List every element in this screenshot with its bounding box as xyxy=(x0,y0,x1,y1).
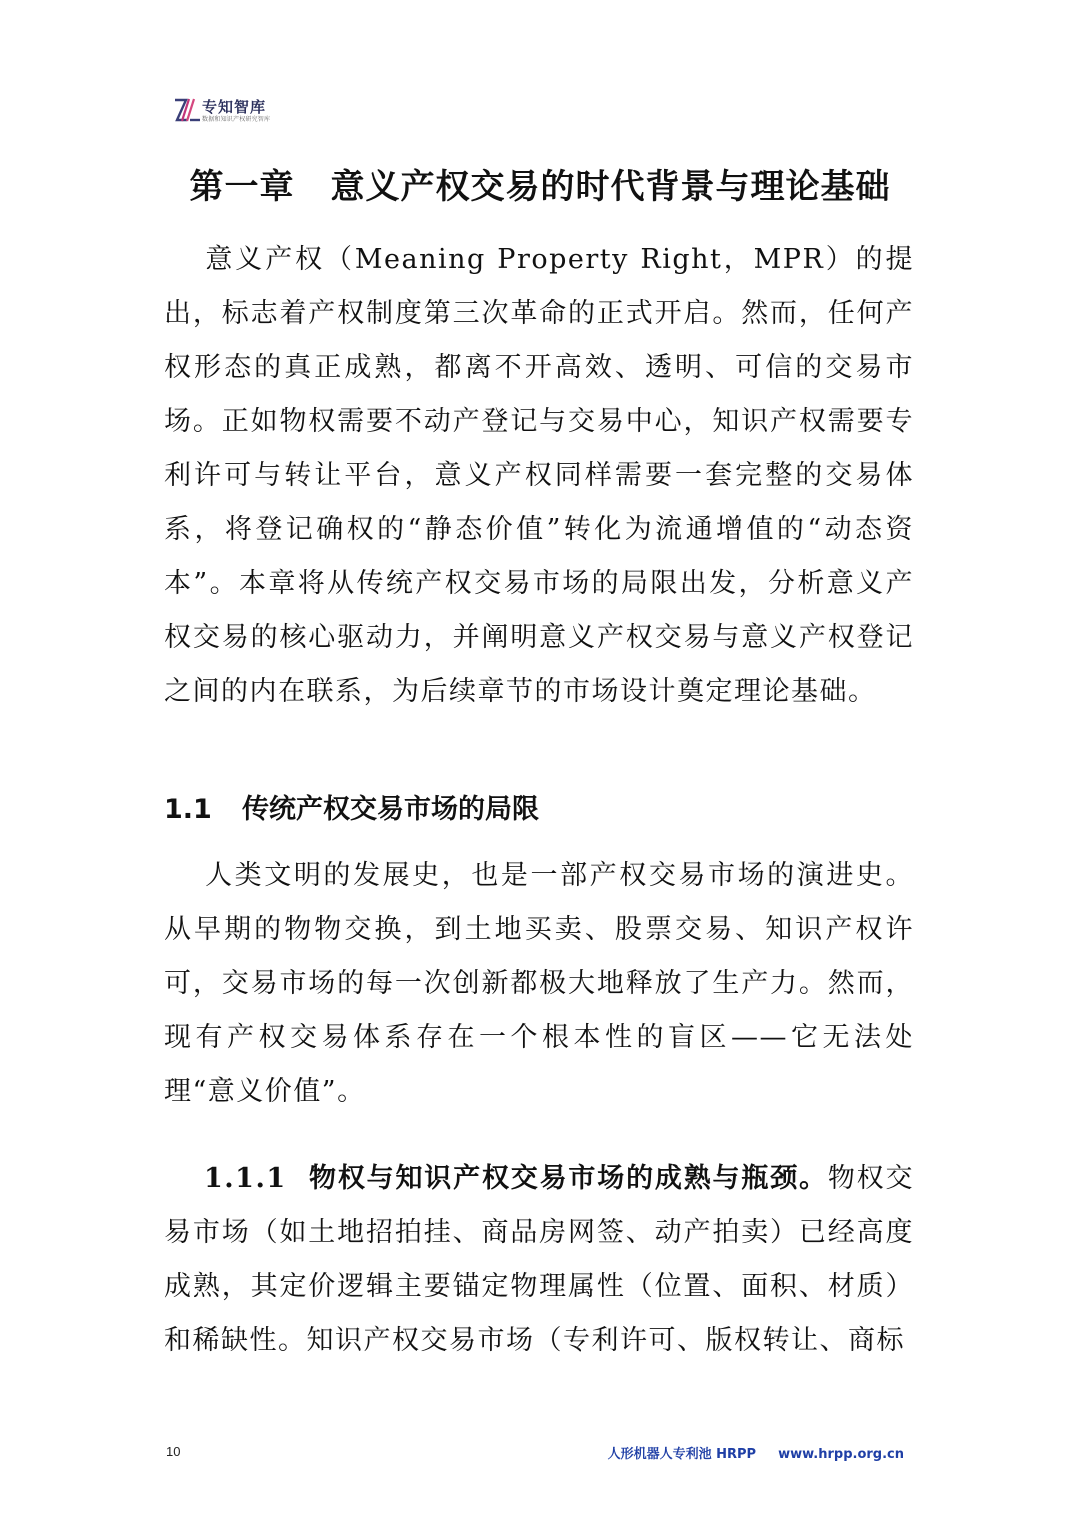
zl-logo-icon xyxy=(172,95,202,125)
subsection-heading xyxy=(204,1163,828,1194)
logo-name: 专知智库 xyxy=(202,98,267,116)
subsection-paragraph xyxy=(164,1152,914,1368)
subsection-number: 1.1.1 xyxy=(204,1163,287,1194)
footer-org-name: 人形机器人专利池 HRPP xyxy=(607,1447,757,1462)
section-number: 1.1 xyxy=(164,794,212,825)
logo-subtitle: 数据和知识产权研究智库 xyxy=(202,116,271,123)
section-title: 传统产权交易市场的局限 xyxy=(242,794,539,825)
intro-paragraph-text: 意义产权（Meaning Property Right，MPR）的提出，标志着产权制度第三次革命的正式开启。然而，任何产权形态的真正成熟，都离不开高效、透明、可信的交易市场。正如物权需要不动产登记与交易中心，知识产权需要专利许可与转让平台，意义产权同样需要一套完整的交易体系，将登记确权的“静态价值”转化为流通增值的“动态资本”。本章将从传统产权交易市场的局限出发，分析意义产权交易的核心驱动力，并阐明意义产权交易与意义产权登记之间的内在联系，为后续章节的市场设计奠定理论基础。 xyxy=(164,244,914,707)
subsection-title: 物权与知识产权交易市场的成熟与瓶颈。 xyxy=(308,1163,828,1194)
chapter-title xyxy=(0,164,1080,210)
section-heading xyxy=(164,790,539,830)
section-paragraph-text: 人类文明的发展史，也是一部产权交易市场的演进史。从早期的物物交换，到土地买卖、股票交易、知识产权许可，交易市场的每一次创新都极大地释放了生产力。然而，现有产权交易体系存在一个根本性的盲区——它无法处理“意义价值”。 xyxy=(164,860,914,1107)
chapter-number: 第一章 xyxy=(189,167,295,207)
section-paragraph xyxy=(164,849,914,1119)
chapter-title-text: 意义产权交易的时代背景与理论基础 xyxy=(330,167,891,207)
intro-paragraph xyxy=(164,233,914,719)
page-number: 10 xyxy=(166,1444,181,1459)
footer-org xyxy=(608,1443,904,1462)
subsection-body: 物权交易市场（如土地招拍挂、商品房网签、动产拍卖）已经高度成熟，其定价逻辑主要锚定物理属性（位置、面积、材质）和稀缺性。知识产权交易市场（专利许可、版权转让、商标 xyxy=(164,1163,915,1356)
footer-url[interactable]: www.hrpp.org.cn xyxy=(778,1447,904,1462)
